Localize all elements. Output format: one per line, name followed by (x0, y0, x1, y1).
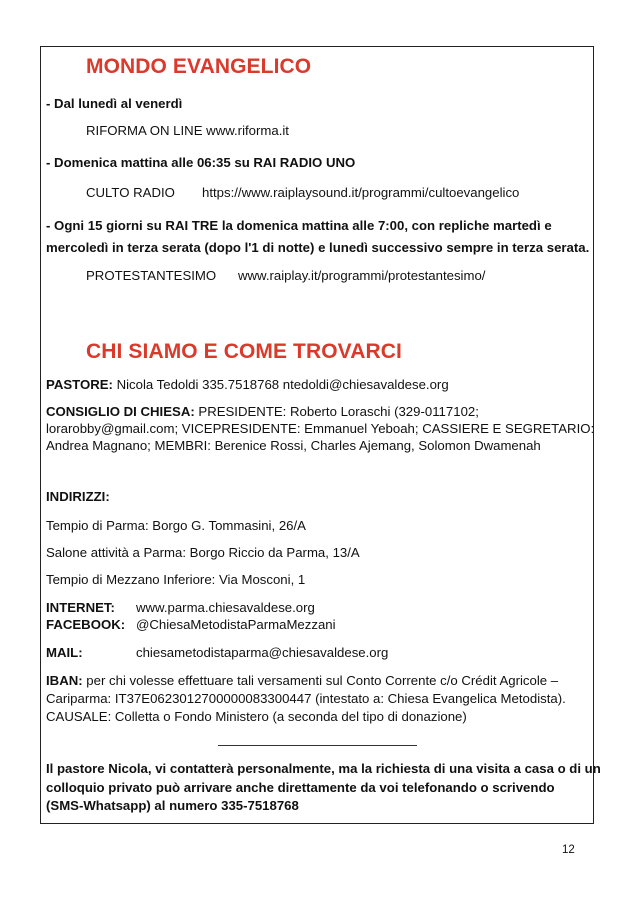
iban-label: IBAN: (46, 673, 83, 688)
pastore-line (46, 377, 449, 392)
iban-line2: Cariparma: IT37E0623012700000083300447 (intestato a: Chiesa Evangelica Metodista). (46, 691, 566, 706)
internet-link[interactable]: www.parma.chiesavaldese.org (136, 600, 315, 615)
consiglio-line1 (46, 404, 479, 419)
indirizzi-label: INDIRIZZI: (46, 489, 110, 504)
consiglio-line3: Andrea Magnano; MEMBRI: Berenice Rossi, Charles Ajemang, Solomon Dwamenah (46, 438, 541, 453)
pastore-label: PASTORE: (46, 377, 113, 392)
consiglio-text-1: PRESIDENTE: Roberto Loraschi (329-0117102; (194, 404, 479, 419)
section-title-mondo-evangelico: MONDO EVANGELICO (86, 55, 312, 78)
page-number: 12 (562, 844, 575, 856)
iban-text-1: per chi volesse effettuare tali versamenti sul Conto Corrente c/o Crédit Agricole – (82, 673, 559, 688)
iban-line1 (46, 673, 558, 688)
facebook-label: FACEBOOK: (46, 617, 126, 632)
facebook-link[interactable]: @ChiesaMetodistaParmaMezzani (136, 617, 336, 632)
note-line3: (SMS-Whatsapp) al numero 335-7518768 (46, 798, 299, 813)
address-tempio-mezzano: Tempio di Mezzano Inferiore: Via Mosconi, 1 (46, 572, 306, 587)
address-tempio-parma: Tempio di Parma: Borgo G. Tommasini, 26/A (46, 518, 306, 533)
pastore-text: Nicola Tedoldi 335.7518768 ntedoldi@chiesavaldese.org (112, 377, 449, 392)
mail-label: MAIL: (46, 645, 83, 660)
culto-radio-label: CULTO RADIO (86, 185, 175, 200)
schedule-rai-tre-line1: - Ogni 15 giorni su RAI TRE la domenica mattina alle 7:00, con repliche martedì e (46, 218, 552, 233)
riforma-online: RIFORMA ON LINE www.riforma.it (86, 123, 289, 138)
note-line2: colloquio privato può arrivare anche direttamente da voi telefonando o scrivendo (46, 780, 555, 795)
protestantesimo-link[interactable]: www.raiplay.it/programmi/protestantesimo/ (238, 268, 486, 283)
schedule-weekdays: - Dal lunedì al venerdì (46, 96, 183, 111)
schedule-rai-tre-line2: mercoledì in terza serata (dopo l'1 di notte) e lunedì successivo sempre in terza serata. (46, 240, 590, 255)
section-title-chi-siamo: CHI SIAMO E COME TROVARCI (86, 340, 402, 363)
consiglio-line2: lorarobby@gmail.com; VICEPRESIDENTE: Emmanuel Yeboah; CASSIERE E SEGRETARIO: (46, 421, 595, 436)
internet-label: INTERNET: (46, 600, 115, 615)
schedule-sunday-radio: - Domenica mattina alle 06:35 su RAI RADIO UNO (46, 155, 356, 170)
separator-line (218, 745, 417, 746)
culto-radio-link[interactable]: https://www.raiplaysound.it/programmi/cultoevangelico (202, 185, 520, 200)
protestantesimo-label: PROTESTANTESIMO (86, 268, 217, 283)
mail-link[interactable]: chiesametodistaparma@chiesavaldese.org (136, 645, 389, 660)
consiglio-label: CONSIGLIO DI CHIESA: (46, 404, 195, 419)
note-line1: Il pastore Nicola, vi contatterà personalmente, ma la richiesta di una visita a casa o di un (46, 761, 601, 776)
address-salone-parma: Salone attività a Parma: Borgo Riccio da Parma, 13/A (46, 545, 360, 560)
iban-line3: CAUSALE: Colletta o Fondo Ministero (a seconda del tipo di donazione) (46, 709, 467, 724)
